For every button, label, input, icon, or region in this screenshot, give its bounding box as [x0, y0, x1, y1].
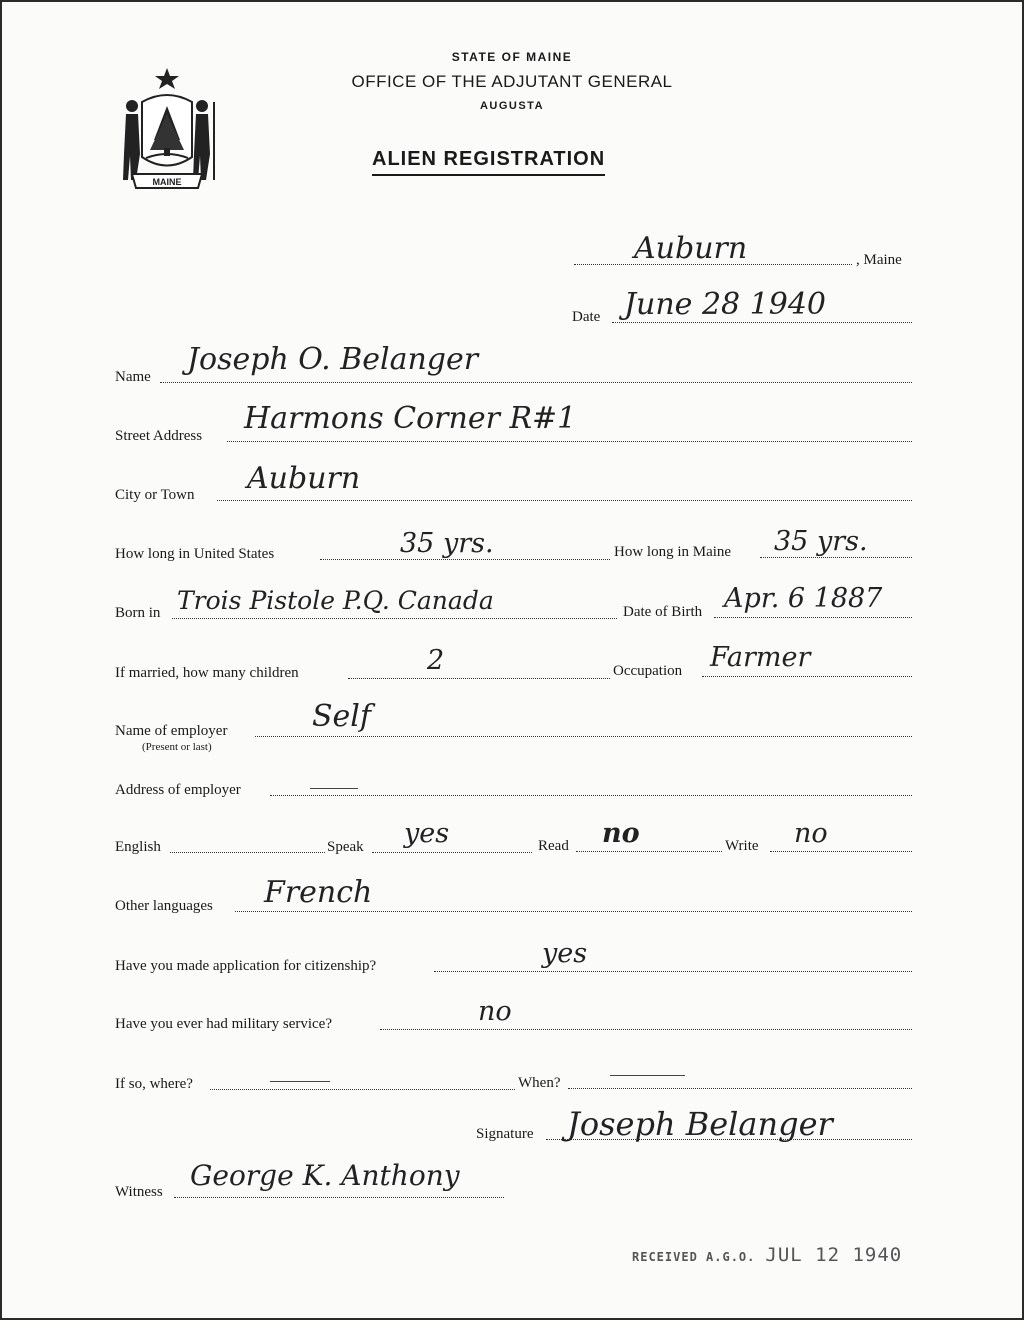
when-dash	[610, 1075, 685, 1076]
when-line	[568, 1088, 912, 1089]
street-label: Street Address	[115, 428, 203, 444]
occupation-line	[702, 676, 912, 677]
speak-line	[372, 852, 532, 853]
header-office: OFFICE OF THE ADJUTANT GENERAL	[351, 72, 673, 91]
military-value: no	[478, 996, 512, 1027]
header-city: AUGUSTA	[479, 100, 545, 112]
where-dash	[270, 1081, 330, 1082]
dob-label: Date of Birth	[623, 604, 703, 620]
city-line	[217, 500, 912, 501]
employer-address-line	[270, 795, 912, 796]
signature-label: Signature	[476, 1126, 534, 1142]
children-line	[348, 678, 610, 679]
citizenship-line	[434, 971, 912, 972]
dob-line	[714, 617, 912, 618]
maine-years-line	[760, 557, 912, 558]
read-label: Read	[538, 838, 569, 854]
witness-line	[174, 1197, 504, 1198]
us-years-line	[320, 559, 610, 560]
employer-sublabel: (Present or last)	[142, 741, 212, 753]
other-languages-value: French	[264, 875, 373, 910]
signature-value: Joseph Belanger	[567, 1105, 833, 1143]
where-label: If so, where?	[115, 1076, 193, 1092]
date-value: June 28 1940	[624, 287, 827, 322]
other-languages-label: Other languages	[115, 898, 213, 914]
city-label: City or Town	[115, 487, 195, 503]
name-value: Joseph O. Belanger	[187, 342, 479, 377]
form-title: ALIEN REGISTRATION	[372, 148, 605, 176]
where-line	[210, 1089, 515, 1090]
dob-value: Apr. 6 1887	[724, 583, 883, 614]
employer-label: Name of employer	[115, 723, 228, 739]
write-line	[770, 851, 912, 852]
us-years-label: How long in United States	[115, 546, 275, 562]
born-line	[172, 618, 617, 619]
employer-value: Self	[312, 699, 372, 734]
us-years-value: 35 yrs.	[400, 528, 494, 559]
seal-text: MAINE	[152, 177, 182, 187]
header-state: STATE OF MAINE	[451, 50, 573, 64]
english-line	[170, 852, 325, 853]
citizenship-label: Have you made application for citizenship?	[115, 958, 377, 974]
read-value: no	[602, 818, 640, 849]
born-label: Born in	[115, 605, 161, 621]
date-label: Date	[572, 309, 601, 325]
street-value: Harmons Corner R#1	[244, 401, 577, 436]
name-label: Name	[115, 369, 151, 385]
employer-address-dash	[310, 788, 358, 789]
employer-line	[255, 736, 912, 737]
name-line	[160, 382, 912, 383]
read-line	[576, 851, 722, 852]
born-value: Trois Pistole P.Q. Canada	[177, 586, 494, 615]
speak-value: yes	[404, 818, 450, 849]
english-label: English	[115, 839, 161, 855]
received-stamp	[632, 1244, 902, 1266]
write-value: no	[794, 818, 828, 849]
maine-years-label: How long in Maine	[614, 544, 732, 560]
other-languages-line	[235, 911, 912, 912]
place-suffix: , Maine	[856, 252, 902, 268]
children-label: If married, how many children	[115, 665, 299, 681]
place-value: Auburn	[634, 231, 748, 266]
speak-label: Speak	[327, 839, 364, 855]
street-line	[227, 441, 912, 442]
witness-label: Witness	[115, 1184, 163, 1200]
military-label: Have you ever had military service?	[115, 1016, 332, 1032]
stamp-date: JUL 12 1940	[765, 1244, 903, 1266]
occupation-label: Occupation	[613, 663, 683, 679]
stamp-prefix: RECEIVED A.G.O.	[632, 1250, 756, 1264]
witness-value: George K. Anthony	[190, 1159, 460, 1192]
employer-address-label: Address of employer	[115, 782, 241, 798]
maine-state-seal-icon	[112, 62, 222, 190]
maine-years-value: 35 yrs.	[774, 526, 868, 557]
children-value: 2	[427, 645, 445, 676]
citizenship-value: yes	[542, 938, 588, 969]
occupation-value: Farmer	[710, 642, 811, 673]
city-value: Auburn	[247, 461, 361, 496]
military-line	[380, 1029, 912, 1030]
write-label: Write	[725, 838, 759, 854]
when-label: When?	[518, 1075, 561, 1091]
date-line	[612, 322, 912, 323]
